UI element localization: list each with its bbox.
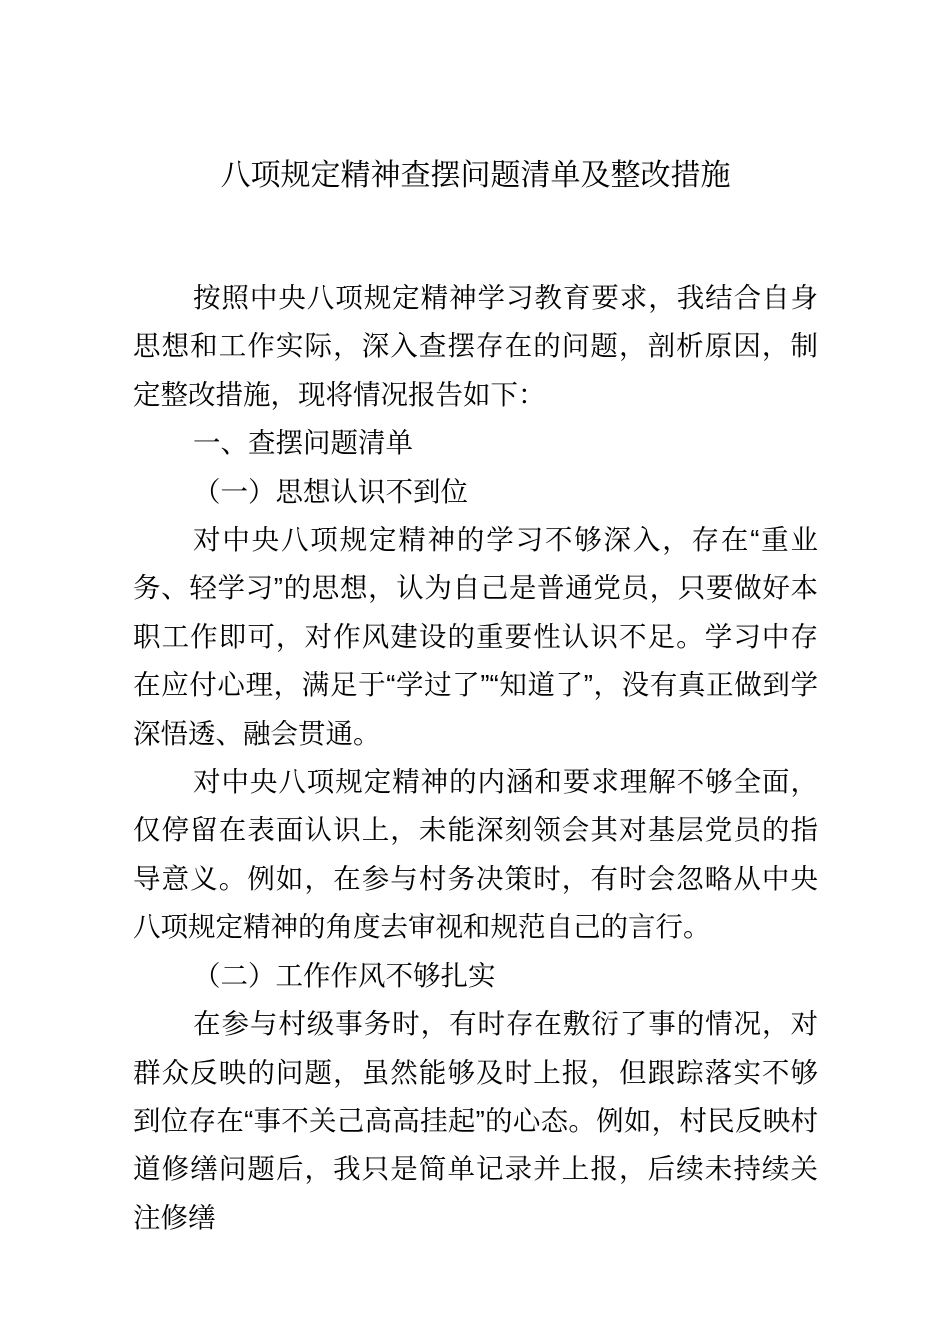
paragraph: 按照中央八项规定精神学习教育要求，我结合自身思想和工作实际，深入查摆存在的问题，剖析原因，制定整改措施，现将情况报告如下：	[133, 282, 818, 410]
document-body	[133, 274, 818, 1242]
paragraph: 对中央八项规定精神的学习不够深入，存在“重业务、轻学习”的思想，认为自己是普通党员，只要做好本职工作即可，对作风建设的重要性认识不足。学习中存在应付心理，满足于“学过了”“知道了”，没有真正做到学深悟透、融会贯通。	[133, 524, 818, 749]
document-title: 八项规定精神查摆问题清单及整改措施	[220, 159, 731, 192]
section-heading: 一、查摆问题清单	[193, 427, 413, 459]
paragraph: 在参与村级事务时，有时存在敷衍了事的情况，对群众反映的问题，虽然能够及时上报，但跟踪落实不够到位存在“事不关己高高挂起”的心态。例如，村民反映村道修缮问题后，我只是简单记录并上报，后续未持续关注修缮	[133, 1008, 818, 1233]
section-heading: （一）思想认识不到位	[193, 475, 468, 507]
section-heading: （二）工作作风不够扎实	[193, 959, 496, 991]
paragraph: 对中央八项规定精神的内涵和要求理解不够全面，仅停留在表面认识上，未能深刻领会其对基层党员的指导意义。例如，在参与村务决策时，有时会忽略从中央八项规定精神的角度去审视和规范自己的言行。	[133, 766, 818, 943]
